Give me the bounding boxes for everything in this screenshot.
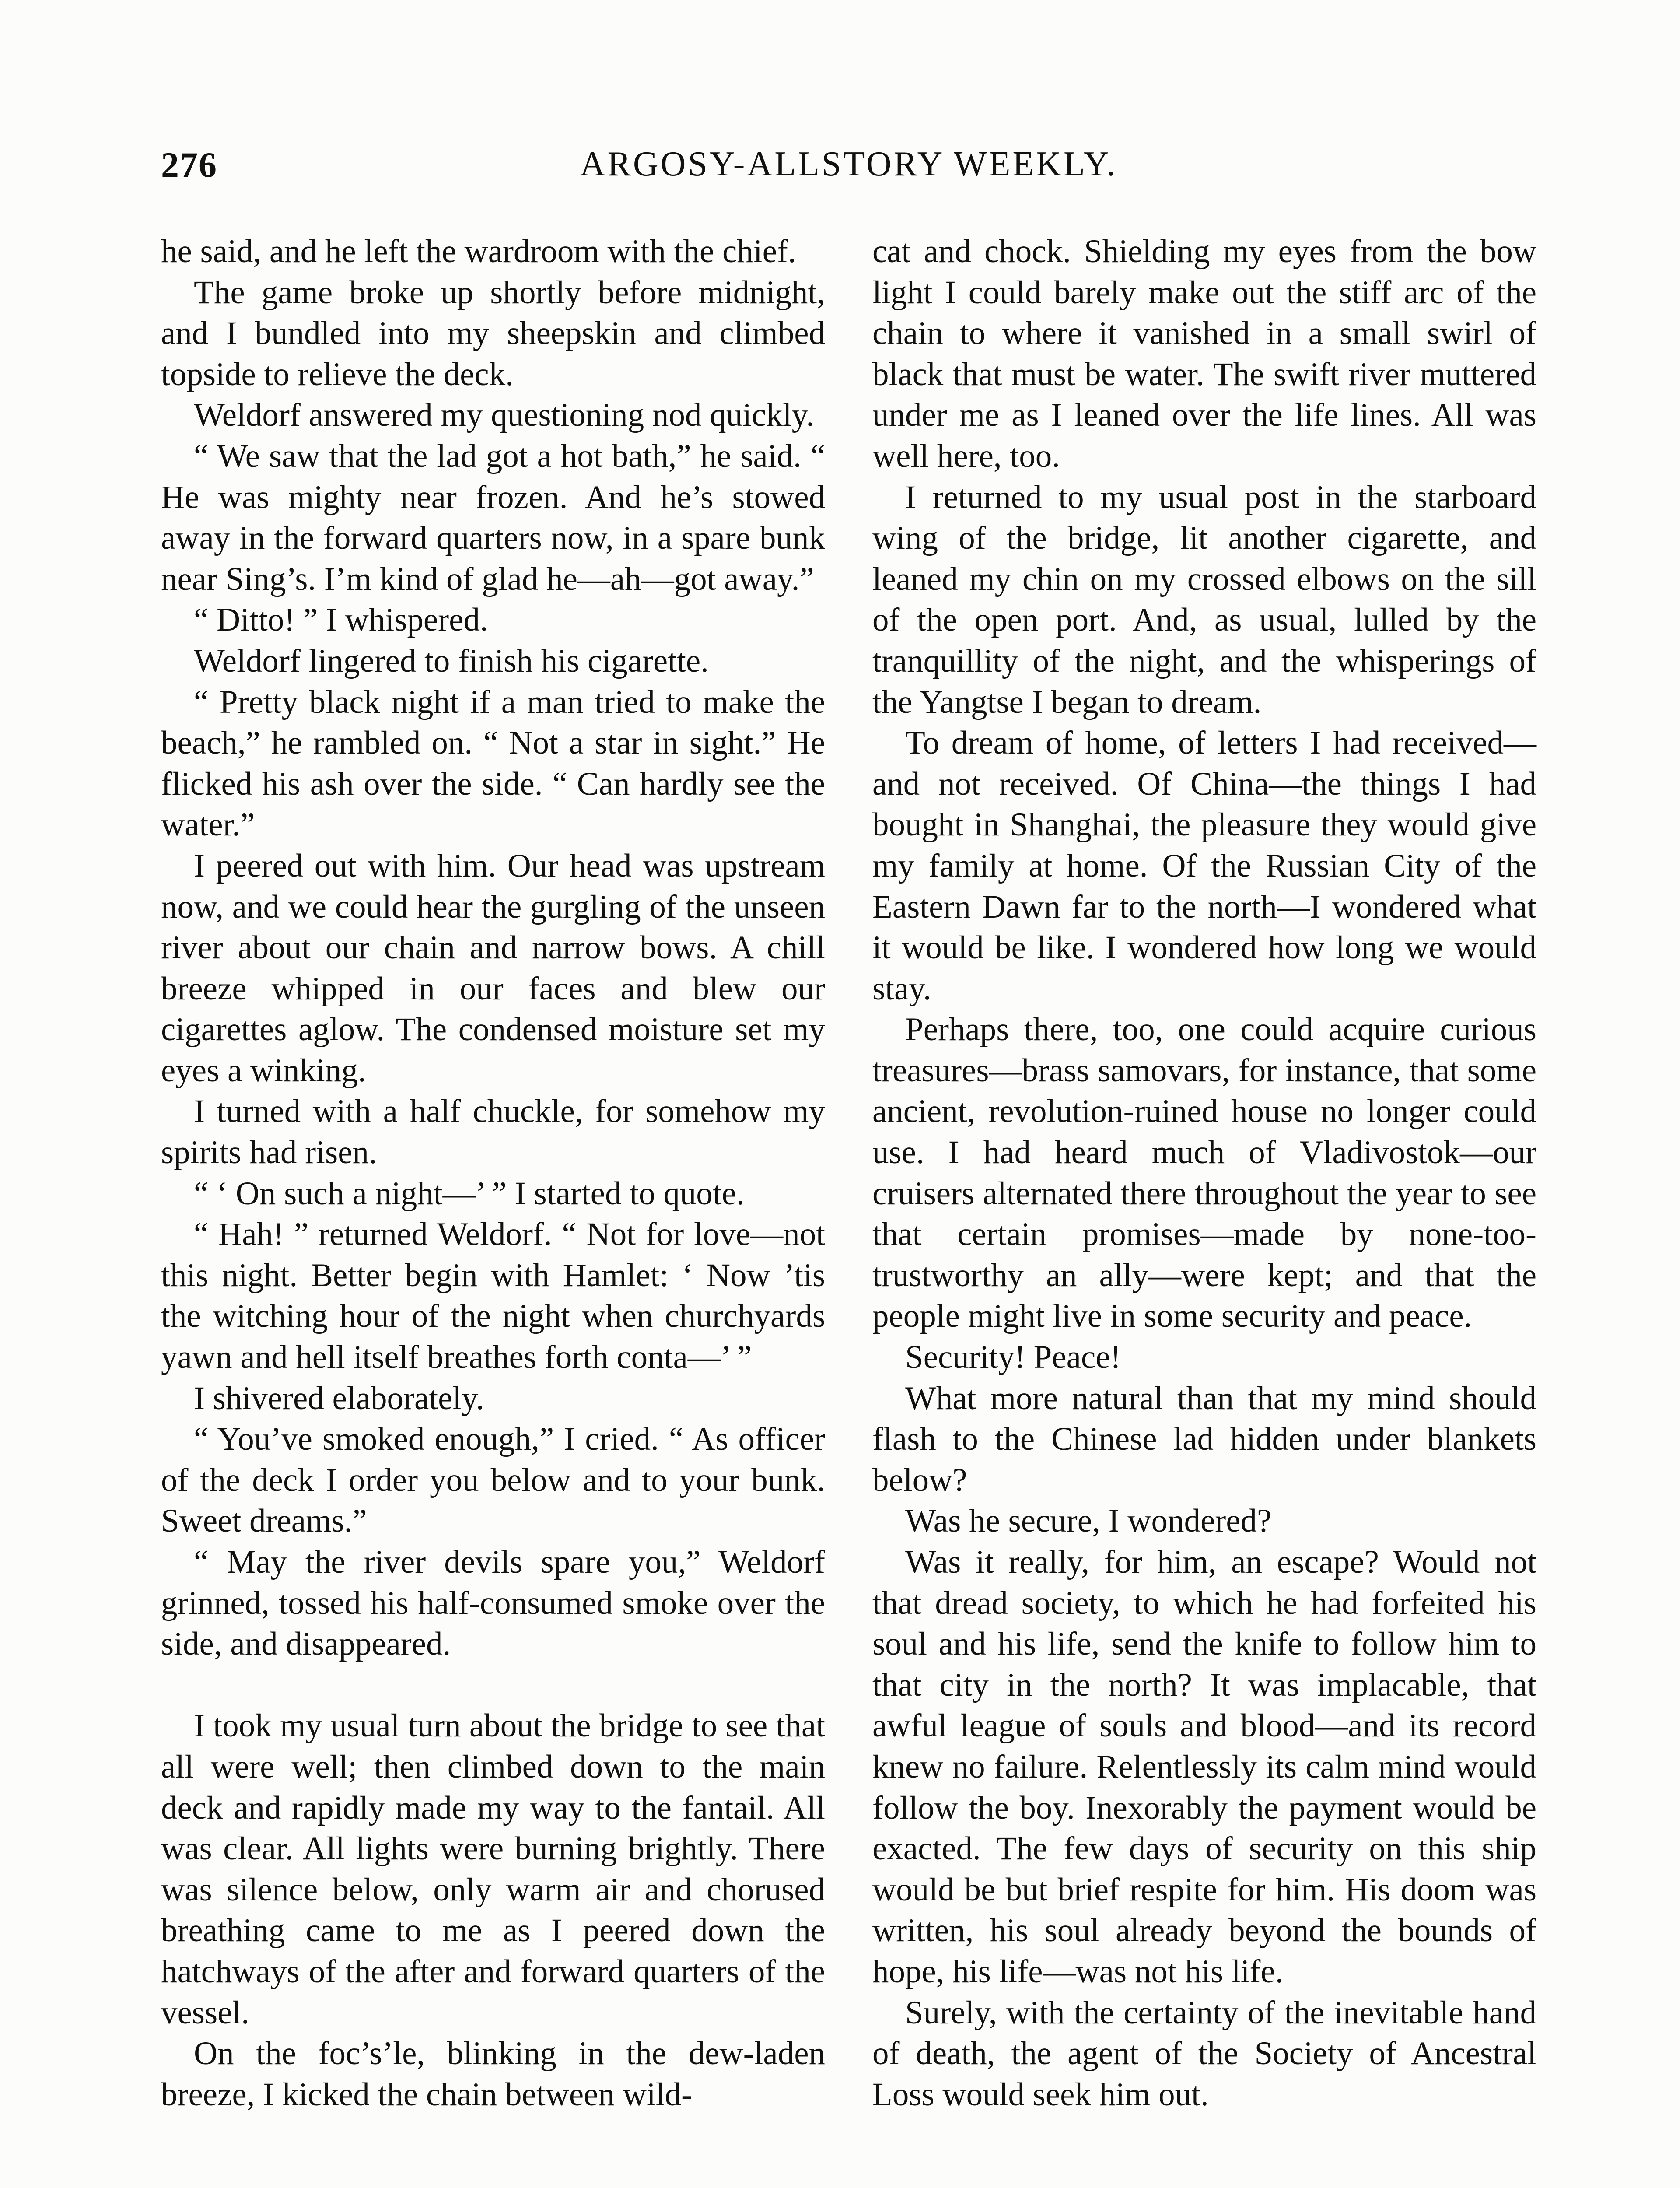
paragraph: “ ‘ On such a night—’ ” I started to quote.: [194, 1175, 745, 1212]
paragraph: Weldorf lingered to finish his cigarette.: [194, 642, 709, 679]
paragraph: Surely, with the certainty of the inevitable hand of death, the agent of the Society of Ancestral Loss would seek him out.: [872, 1994, 1536, 2113]
paragraph: Security! Peace!: [905, 1339, 1121, 1376]
paragraph: I shivered elaborately.: [194, 1380, 484, 1417]
paragraph: I returned to my usual post in the starboard wing of the bridge, lit another cigarette, and leaned my chin on my crossed elbows on the sill of the open port. And, as usual, lulled by the tranquillity of the night, and the whisperings of the Yangtse I began to dream.: [872, 479, 1536, 720]
page-number: 276: [161, 145, 217, 185]
paragraph: “ Ditto! ” I whispered.: [194, 602, 488, 638]
paragraph: “ May the river devils spare you,” Weldorf grinned, tossed his half-consumed smoke over the side, and disappeared.: [161, 1544, 825, 1662]
paragraph: “ We saw that the lad got a hot bath,” he said. “ He was mighty near frozen. And he’s stowed away in the forward quarters now, in a spare bunk near Sing’s. I’m kind of glad he—ah—got away.”: [161, 438, 825, 597]
page-header: [161, 144, 1536, 197]
paragraph: Was it really, for him, an escape? Would not that dread society, to which he had forfeited his soul and his life, send the knife to follow him to that city in the north? It was implacable, that awful league of souls and blood—and its record knew no failure. Relentlessly its calm mind would follow the boy. Inexorably the payment would be exacted. The few days of security on this ship would be but brief respite for him. His doom was written, his soul already beyond the bounds of hope, his life—was not his life.: [872, 1544, 1536, 1990]
left-column: [161, 231, 825, 2115]
paragraph: Was he secure, I wondered?: [905, 1503, 1272, 1539]
running-title: ARGOSY-ALLSTORY WEEKLY.: [580, 145, 1118, 183]
paragraph: he said, and he left the wardroom with the chief.: [161, 233, 796, 270]
paragraph: I peered out with him. Our head was upstream now, and we could hear the gurgling of the unseen river about our chain and narrow bows. A chill breeze whipped in our faces and blew our cigarettes aglow. The condensed moisture set my eyes a winking.: [161, 847, 825, 1089]
paragraph: Perhaps there, too, one could acquire curious treasures—brass samovars, for instance, that some ancient, revolution-ruined house no longer could use. I had heard much of Vladivostok—our cruisers alternated there throughout the year to see that certain promises—made by none-too-trustworthy an ally—were kept; and that the people might live in some security and peace.: [872, 1011, 1536, 1335]
paragraph: “ You’ve smoked enough,” I cried. “ As officer of the deck I order you below and to your bunk. Sweet dreams.”: [161, 1421, 825, 1539]
paragraph: To dream of home, of letters I had received—and not received. Of China—the things I had bought in Shanghai, the pleasure they would give my family at home. Of the Russian City of the Eastern Dawn far to the north—I wondered what it would be like. I wondered how long we would stay.: [872, 725, 1536, 1007]
paragraph: I took my usual turn about the bridge to see that all were well; then climbed down to the main deck and rapidly made my way to the fantail. All was clear. All lights were burning brightly. There was silence below, only warm air and chorused breathing came to me as I peered down the hatchways of the after and forward quarters of the vessel.: [161, 1708, 825, 2031]
paragraph: cat and chock. Shielding my eyes from the bow light I could barely make out the stiff arc of the chain to where it vanished in a small swirl of black that must be water. The swift river muttered under me as I leaned over the life lines. All was well here, too.: [872, 233, 1536, 474]
paragraph: What more natural than that my mind should flash to the Chinese lad hidden under blankets below?: [872, 1380, 1536, 1498]
paragraph: I turned with a half chuckle, for somehow my spirits had risen.: [161, 1093, 825, 1171]
paragraph: Weldorf answered my questioning nod quickly.: [194, 397, 814, 434]
paragraph: The game broke up shortly before midnight, and I bundled into my sheepskin and climbed topside to relieve the deck.: [161, 274, 825, 393]
paragraph: On the foc’s’le, blinking in the dew-laden breeze, I kicked the chain between wild-: [161, 2035, 825, 2113]
paragraph: “ Hah! ” returned Weldorf. “ Not for love—not this night. Better begin with Hamlet: ‘ Now ’tis the witching hour of the night when churchyards yawn and hell itself breathes forth conta—’ ”: [161, 1216, 825, 1376]
paragraph: “ Pretty black night if a man tried to make the beach,” he rambled on. “ Not a star in sight.” He flicked his ash over the side. “ Can hardly see the water.”: [161, 684, 825, 843]
right-column: [872, 231, 1536, 2115]
